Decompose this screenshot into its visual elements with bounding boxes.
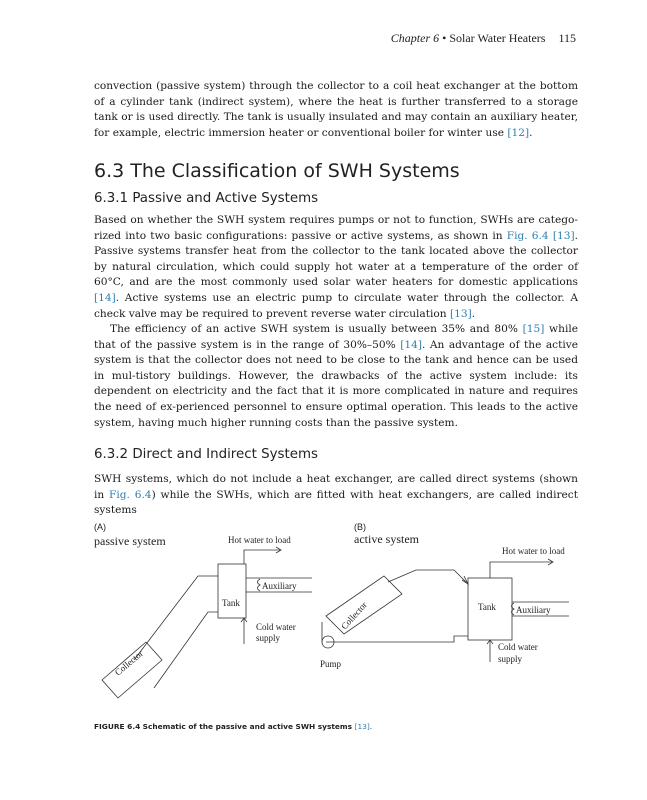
intro-text: convection (passive system) through the collector to a coil heat exchanger at the bottom of a cylinder tank (indirect system), where the heat is further transferred to a storage tank or is used directly. The tank is usually insulated and may contain an auxiliary heater, for example, electric immersion heater or conventional boiler for winter use [94,80,578,139]
figure-6-4 [94,520,578,720]
text-run: . An advantage of the active system is that the collector does not need to be close to the tank and hence can be used in mul-tistory buildings. However, the drawbacks of the active system include: its dependent on electricity and the fact that it is more complicated in nature and requires the need of ex-perienced personnel to ensure optimal operation. This leads to the active system, having much higher running costs than the passive system. [94,338,578,429]
citation-link[interactable]: [13] [552,229,575,242]
cold-water-label-a1: Cold water [256,622,296,632]
flow-pipe-a [134,576,218,660]
hot-water-pipe-a [244,550,280,564]
arrow-icon [462,576,468,584]
citation-link[interactable]: [13] [354,722,370,731]
citation-link[interactable]: [14] [400,338,422,351]
figure-ref-link[interactable]: Fig. 6.4 [506,229,549,242]
panel-b-title: active system [354,532,419,546]
return-pipe-a [154,612,218,688]
text-run: SWH systems, which do not include a heat exchanger, are called direct systems (shown in [94,473,578,501]
section-heading-6-3-2: 6.3.2 Direct and Indirect Systems [94,447,319,462]
text-run: . Active systems use an electric pump to circulate water through the collector. A check valve may be required to prevent reverse water circulation [94,291,578,320]
panel-b-diagram [320,522,569,669]
text-run: Based on whether the SWH system requires pumps or not to function, SWHs are catego-rized into two basic configurations: passive or active systems, as shown in [94,214,578,242]
citation-link[interactable]: [14] [94,291,116,304]
hot-water-label-b: Hot water to load [502,546,565,556]
cold-water-label-b1: Cold water [498,642,538,652]
auxiliary-label-b: Auxiliary [516,605,551,615]
caption-figure-number: FIGURE 6.4 [94,722,141,731]
return-pipe-b [326,636,468,642]
paragraph-passive-active-1 [94,213,578,322]
chapter-title: Solar Water Heaters [449,31,546,45]
auxiliary-label-a: Auxiliary [262,581,297,591]
hot-water-label-a: Hot water to load [228,535,291,545]
intro-end: . [529,126,533,139]
collector-a [102,642,162,698]
figure-ref-link[interactable]: Fig. 6.4 [109,488,152,501]
text-run: The efficiency of an active SWH system is usually between 35% and 80% [110,323,523,335]
collector-label-a: Collector [112,648,145,678]
text-run: . [471,307,476,320]
paragraph-passive-active-2 [94,322,578,431]
cold-water-label-a2: supply [256,633,281,643]
citation-link[interactable]: [13] [449,307,472,320]
collector-label-b: Collector [339,599,369,632]
bullet: • [442,31,447,45]
pump-label: Pump [320,659,342,669]
panel-a-label: (A) [94,522,106,532]
caption-end: . [369,722,373,731]
section-heading-6-3: 6.3 The Classification of SWH Systems [94,160,460,182]
chapter-label: Chapter 6 [390,31,440,45]
running-head [391,31,576,46]
panel-b-label: (B) [354,522,366,532]
citation-link[interactable]: [12] [507,126,530,139]
cold-water-label-b2: supply [498,654,523,664]
panel-a-diagram [94,522,312,698]
intro-paragraph [94,79,578,141]
section-heading-6-3-1: 6.3.1 Passive and Active Systems [94,191,319,206]
text-run: while that of the passive system is in the range of 30%–50% [94,323,578,351]
panel-a-title: passive system [94,534,166,548]
tank-label-b: Tank [478,602,496,612]
text-run: . Passive systems transfer heat from the collector to the tank located above the collector by natural circulation, which could supply hot water at a temperature of the order of 60°C, and are the most commonly used solar water heaters for domestic applications [94,229,578,289]
tank-label-a: Tank [222,598,240,608]
swh-schematic [94,520,578,720]
text-run: ) while the SWHs, which are fitted with heat exchangers, are called indirect systems [94,488,578,517]
page-number: 115 [558,31,576,45]
flow-pipe-b [388,570,468,584]
paragraph-direct-indirect [94,472,578,519]
coil-icon [258,579,261,591]
caption-text: Schematic of the passive and active SWH systems [142,722,355,731]
hot-water-pipe-b [490,562,552,578]
tank-a [218,564,246,618]
citation-link[interactable]: [15] [522,323,545,335]
figure-caption [94,722,372,731]
